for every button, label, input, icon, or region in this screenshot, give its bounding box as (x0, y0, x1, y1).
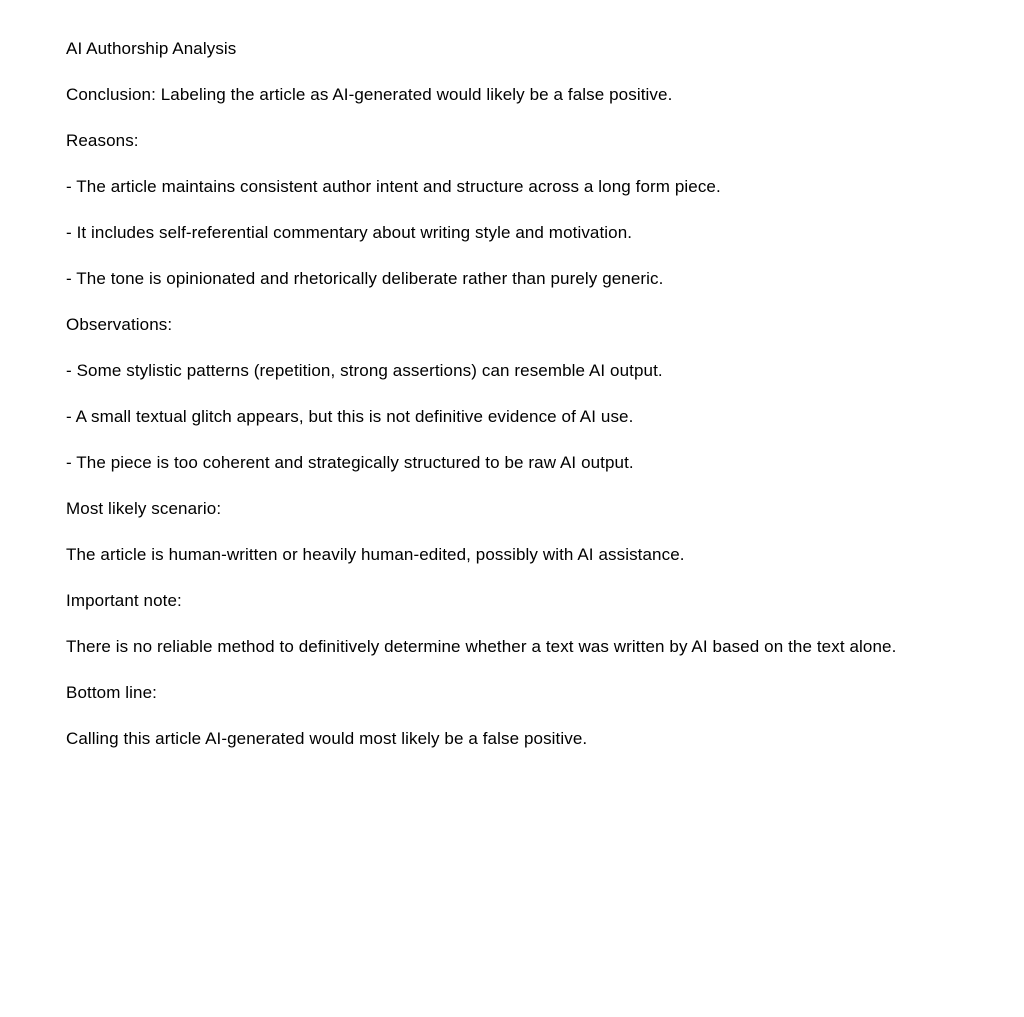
bullet-item: - Some stylistic patterns (repetition, strong assertions) can resemble AI output. (66, 361, 663, 380)
section-heading-important-note: Important note: (66, 591, 182, 610)
body-paragraph: Calling this article AI-generated would most likely be a false positive. (66, 729, 588, 748)
bullet-item: - It includes self-referential commentary about writing style and motivation. (66, 223, 633, 242)
section-heading-most-likely-scenario: Most likely scenario: (66, 499, 222, 518)
conclusion-paragraph: Conclusion: Labeling the article as AI-generated would likely be a false positive. (66, 85, 673, 104)
section-heading-bottom-line: Bottom line: (66, 683, 157, 702)
bullet-item: - The piece is too coherent and strategically structured to be raw AI output. (66, 453, 634, 472)
section-heading-reasons: Reasons: (66, 131, 139, 150)
document-title: AI Authorship Analysis (66, 39, 237, 58)
bullet-item: - The article maintains consistent author intent and structure across a long form piece. (66, 177, 721, 196)
body-paragraph: There is no reliable method to definitively determine whether a text was written by AI based on the text alone. (66, 637, 897, 656)
section-heading-observations: Observations: (66, 315, 173, 334)
bullet-item: - A small textual glitch appears, but this is not definitive evidence of AI use. (66, 407, 634, 426)
body-paragraph: The article is human-written or heavily human-edited, possibly with AI assistance. (66, 545, 685, 564)
bullet-item: - The tone is opinionated and rhetorically deliberate rather than purely generic. (66, 269, 664, 288)
